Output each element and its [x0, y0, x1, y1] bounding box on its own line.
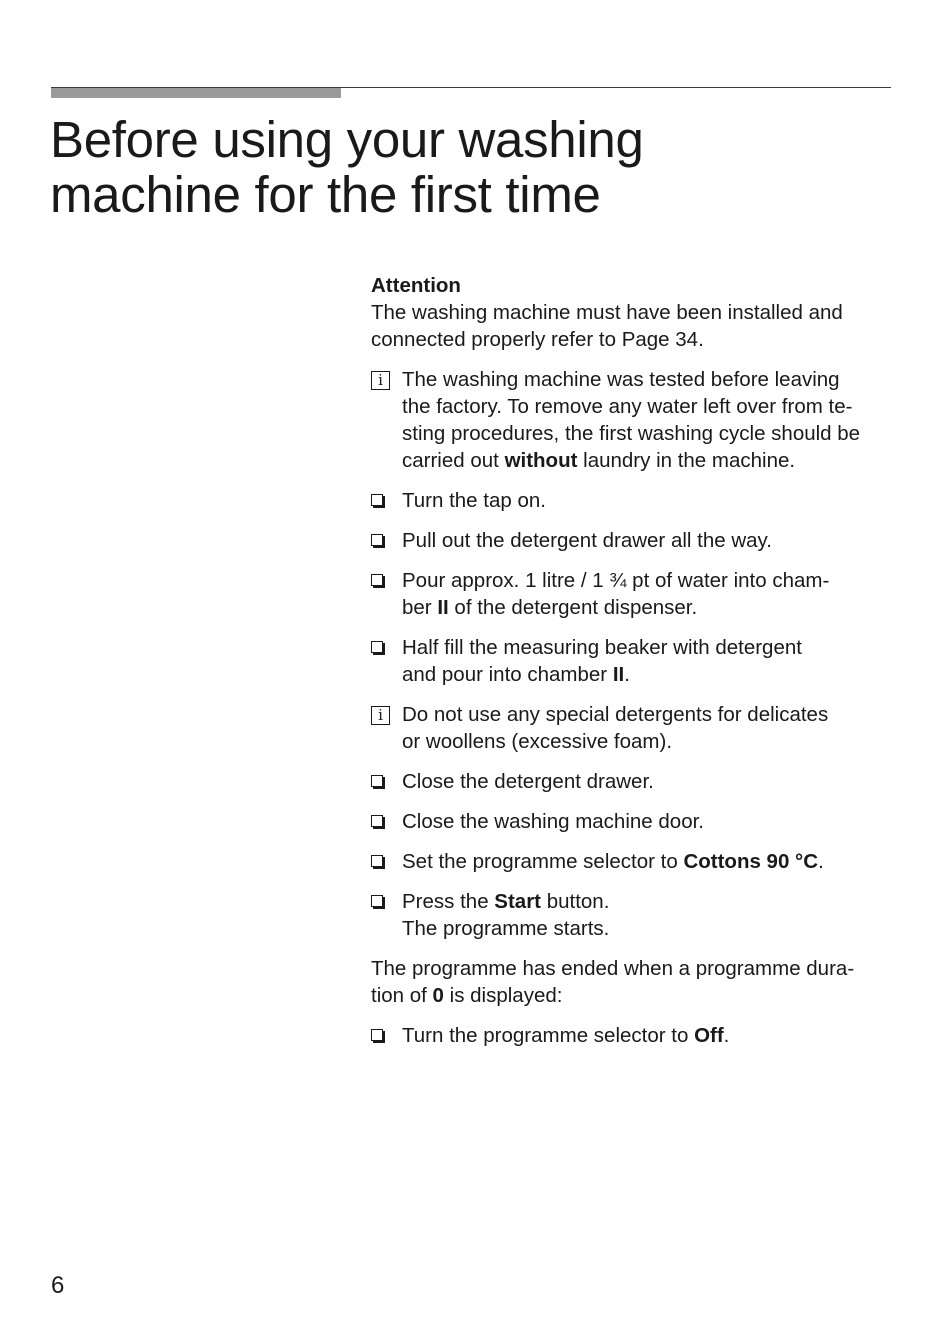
- attention-heading: Attention: [371, 274, 461, 297]
- step-fill-beaker: Half fill the measuring beaker with detergent and pour into chamber II.: [371, 634, 911, 688]
- info-icon: i: [371, 706, 390, 725]
- checkbox-icon: [371, 641, 383, 653]
- checkbox-icon: [371, 534, 383, 546]
- info-icon: i: [371, 371, 390, 390]
- checkbox-icon: [371, 1029, 383, 1041]
- info-note-factory-test: i The washing machine was tested before leaving the factory. To remove any water left over from te- sting procedures, the first washing cycle should be carried out without laundry in the machine.: [371, 366, 911, 474]
- step-press-start: Press the Start button. The programme starts.: [371, 888, 911, 942]
- step-pull-out-drawer: Pull out the detergent drawer all the way.: [371, 527, 911, 554]
- checkbox-icon: [371, 855, 383, 867]
- title-line-2: machine for the first time: [50, 166, 601, 223]
- step-turn-tap-on: Turn the tap on.: [371, 487, 911, 514]
- instructions: [371, 272, 911, 1062]
- step-close-door: Close the washing machine door.: [371, 808, 911, 835]
- title-line-1: Before using your washing: [50, 111, 644, 168]
- header-accent-bar: [51, 88, 341, 98]
- checkbox-icon: [371, 895, 383, 907]
- page-number: 6: [51, 1272, 65, 1299]
- checkbox-icon: [371, 494, 383, 506]
- checkbox-icon: [371, 815, 383, 827]
- page-title: [50, 112, 910, 222]
- attention-text: The washing machine must have been installed and connected properly refer to Page 34.: [371, 301, 843, 351]
- step-close-drawer: Close the detergent drawer.: [371, 768, 911, 795]
- step-selector-off: Turn the programme selector to Off.: [371, 1022, 911, 1049]
- step-set-selector: Set the programme selector to Cottons 90 °C.: [371, 848, 911, 875]
- info-note-detergents: i Do not use any special detergents for delicates or woollens (excessive foam).: [371, 701, 911, 755]
- checkbox-icon: [371, 775, 383, 787]
- step-pour-water: Pour approx. 1 litre / 1 ¾ pt of water into cham- ber II of the detergent dispenser.: [371, 567, 911, 621]
- checkbox-icon: [371, 574, 383, 586]
- programme-ended-text: The programme has ended when a programme dura- tion of 0 is displayed:: [371, 957, 855, 1007]
